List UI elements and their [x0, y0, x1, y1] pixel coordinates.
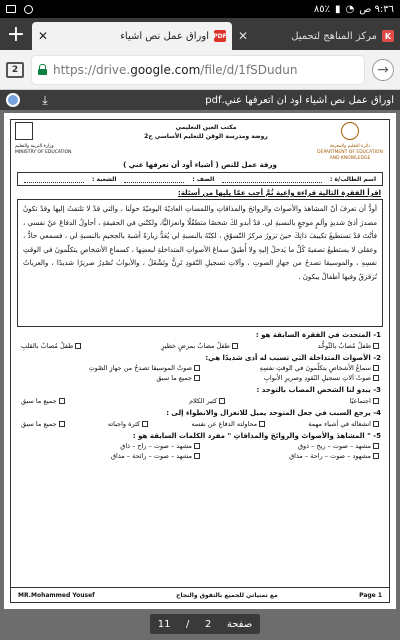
status-bar	[0, 0, 400, 18]
page-label: صفحة	[226, 618, 253, 630]
question-1-options	[21, 342, 379, 350]
checkbox-icon	[142, 421, 148, 427]
tab-title: مركز المناهج لتحميل	[291, 30, 377, 42]
account-avatar[interactable]	[6, 93, 20, 107]
checkbox-icon	[59, 398, 65, 404]
question-3: 3- يبدو لنا الشخص المصاب بالتوحد :	[256, 386, 381, 394]
viewer-toolbar	[0, 90, 400, 110]
section-blank	[24, 176, 84, 183]
checkbox-icon	[373, 365, 379, 371]
close-tab-icon[interactable]: ✕	[238, 29, 249, 43]
download-icon[interactable]: ⤓	[42, 92, 48, 107]
gallery-icon	[6, 5, 16, 13]
question-5-options	[21, 442, 379, 460]
option[interactable]: اجتماعيًا	[350, 397, 379, 405]
page-border	[10, 119, 390, 603]
grade-blank	[124, 176, 184, 183]
option[interactable]: صوتُ آلاتِ تسجيلِ النّقودِ وصريرِ الأبوابِ	[264, 374, 379, 382]
option[interactable]: طفلٌ مُصابٌ بالقلبِ	[21, 342, 81, 350]
page-separator: /	[186, 618, 190, 630]
address-bar[interactable]	[32, 56, 364, 84]
close-tab-icon[interactable]: ✕	[38, 29, 49, 43]
tab-strip	[0, 18, 400, 50]
checkbox-icon	[259, 421, 265, 427]
question-2: 2- الأصوات المتداخلة التي تسبب له أذى شديدًا هي:	[205, 354, 381, 362]
pdf-viewer	[0, 90, 400, 640]
worksheet-title: ورقة عمل للنص ( أشياء أود أن تعرفها عني )	[123, 161, 277, 169]
new-tab-button[interactable]: +	[6, 21, 26, 47]
checkbox-icon	[59, 421, 65, 427]
option[interactable]: جميع ما سبق	[21, 420, 65, 428]
wifi-icon: ◔	[345, 3, 355, 15]
url-text: https://drive.google.com/file/d/1fSDudun	[53, 62, 298, 77]
department-emblem-icon	[341, 122, 359, 140]
student-info-bar	[17, 172, 383, 186]
question-4: 4- يرجع السبب في جعل المتوحد يميل للانعزال والانطواء إلى :	[166, 409, 381, 417]
footer-author: MR.Mohammed Yousef	[18, 592, 95, 599]
battery-level: ٨٥٪	[313, 3, 330, 15]
checkbox-icon	[373, 443, 379, 449]
checkbox-icon	[373, 453, 379, 459]
checkbox-icon	[232, 343, 238, 349]
option[interactable]: مشهود – صوت – راحة – مذاق	[289, 452, 379, 460]
document-title: أوراق عمل نص أشياء أود أن أتعرفها عني.pdf	[205, 94, 394, 106]
checkbox-icon	[373, 421, 379, 427]
option[interactable]: كثير الكلام	[189, 397, 225, 405]
section-label: الشعبة :	[92, 175, 117, 183]
option[interactable]: انشغاله في أشياء مهمة	[308, 420, 379, 428]
lock-icon	[38, 64, 47, 75]
option[interactable]: محاولته الدفاع عن نفسه	[191, 420, 265, 428]
option[interactable]: صوتُ الموسيقا تصدحُ من جهازِ الصّوتِ	[89, 364, 200, 372]
signal-icon: ▮	[334, 3, 341, 15]
pdf-favicon-icon: PDF	[214, 30, 226, 42]
option[interactable]: جميع ما سبق	[156, 374, 200, 382]
ministry-logo: وزارة التربية والتعليم MINISTRY OF EDUCATION	[15, 122, 85, 156]
checkbox-icon	[373, 375, 379, 381]
name-label: اسم الطالب/ة :	[330, 175, 376, 183]
clock: ٩:٣٦ ص	[359, 3, 394, 15]
option[interactable]: جميع ما سبق	[21, 397, 65, 405]
pdf-page	[4, 113, 396, 609]
question-5: 5- " المشاهدَ والأصواتَ والروائحَ والمذاقاتِ " مفرد الكلمات السابقة هو :	[132, 432, 381, 440]
current-page: 2	[204, 618, 212, 630]
checkbox-icon	[194, 453, 200, 459]
site-favicon-icon: K	[382, 30, 394, 42]
option[interactable]: طفلٌ مُصابٌ بالتَّوحُّد	[318, 342, 379, 350]
option[interactable]: كثرة واجباته	[108, 420, 148, 428]
ministry-emblem-icon	[15, 122, 33, 140]
footer-wishes: مع تمنياتي للجميع بالتفوق والنجاح	[176, 592, 278, 599]
option[interactable]: مشهد – صوت – راح – ذاق	[120, 442, 200, 450]
doc-header	[11, 120, 389, 160]
forward-button[interactable]: →	[372, 59, 394, 81]
option[interactable]: مشهد – صوت – رائحة – مذاق	[111, 452, 200, 460]
tab-switcher-button[interactable]: 2	[6, 62, 24, 78]
doc-footer	[10, 587, 390, 603]
school-name: مكتب العين التعليمي روضة ومدرسة الوقن للتعليم الأساسي ح2	[144, 124, 268, 140]
option[interactable]: سماعُ الأشخاصِ يتكلّمونَ في الوقتِ نفسِهِ	[260, 364, 379, 372]
question-4-options	[21, 420, 379, 428]
footer-page: Page 1	[359, 592, 382, 599]
checkbox-icon	[373, 398, 379, 404]
option[interactable]: طفلٌ مصابٌ بمرضٍ خطيرٍ	[161, 342, 238, 350]
checkbox-icon	[194, 375, 200, 381]
checkbox-icon	[219, 398, 225, 404]
checkbox-icon	[194, 443, 200, 449]
question-3-options	[21, 397, 379, 405]
department-logo: دائرة التعليم والمعرفة DEPARTMENT OF EDUCATION AND KNOWLEDGE	[315, 122, 385, 162]
tab-pdf-document[interactable]	[32, 22, 232, 50]
instruction: اقرأ الفقرة التالية قراءة واعية ثُمَّ أجب عمّا يليها من أسئلة:	[178, 189, 381, 197]
page-indicator	[150, 614, 260, 634]
browser-toolbar	[0, 50, 400, 90]
checkbox-icon	[75, 343, 81, 349]
tab-title: أوراق عمل نص أشياء	[120, 30, 209, 42]
grade-label: الصف :	[192, 175, 215, 183]
option[interactable]: مشهد – صوت – ريح – ذوق	[298, 442, 379, 450]
checkbox-icon	[373, 343, 379, 349]
sync-icon	[24, 5, 33, 14]
reading-passage: أودُّ أن تعرفَ أنّ المشاهدَ والأصواتَ والروائحَ والمذاقاتِ واللمساتِ العاديّةَ اليوميّةَ حولَنا ، والتي قدْ لا تلتفتُ إليها وقدْ تكونُ مصدرَ أذىً شديدٍ وألمٍ موجعٍ بالنسبةِ لي. قدْ أبدو لكَ شخصًا متطفّلًا وانعزاليًّا، ولكنّني في الحقيقةِ ، أحاولُ الدفاعَ عنْ نفسي ، فأنْتَ قدْ تستطيعُ تكييفَ ذاتِكَ حينَ تزورُ مركزَ التّسوّقِ ، لكنّهُ بالنسبةِ لي يُعَدُّ زيارةً أشبهَ بالجحيمِ بالنسبةِ لي ، فسمعي حادٌّ ، وعقلي لا يستطيعُ تصفيةَ كُلِّ ما يَدخلُ إليهِ ولا أُطيقُ سماعَ الأصواتِ المتداخلةِ لبعضِها ، كسماعِ الأشخاصِ يتكلّمونَ في الوقتِ نفسِهِ ، والموسيقا تصدحُ من جهازِ الصوتِ ، وآلاتِ تسجيلِ النّقودِ تَرِنُّ وتَشْغَلُ ، والأبوابُ تُصْدِرُ صريرًا شديدًا ، والعرباتُ تُزقزقُ وفيها أطفالٌ يبكونَ .	[17, 199, 383, 327]
checkbox-icon	[194, 365, 200, 371]
total-pages: 11	[157, 618, 171, 630]
question-1: 1- المتحدث في الفقرة السابقة هو :	[255, 331, 381, 339]
tab-curriculum-center[interactable]	[232, 22, 400, 50]
question-2-options	[21, 364, 379, 382]
name-blank	[222, 176, 322, 183]
